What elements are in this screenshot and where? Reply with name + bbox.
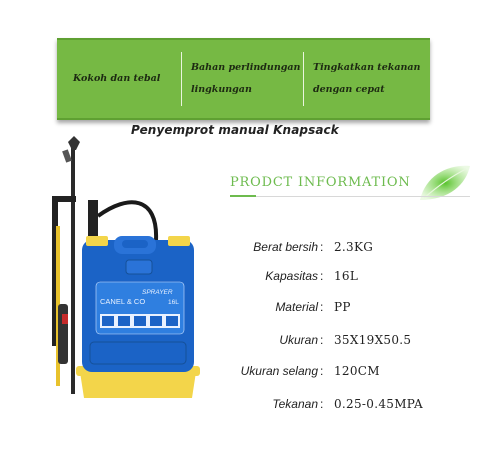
feature-item-2 xyxy=(191,40,303,118)
feature-item-1 xyxy=(73,40,183,118)
spec-separator: : xyxy=(320,397,324,411)
banner-divider xyxy=(181,52,182,106)
spec-value: 2.3KG xyxy=(334,240,374,254)
spec-value: 120CM xyxy=(334,364,380,378)
feature-label: Tingkatkan tekanan dengan cepat xyxy=(313,62,421,95)
spec-row-pressure xyxy=(200,395,460,415)
feature-label: Bahan perlindungan lingkungan xyxy=(191,62,301,95)
brand-label: CANEL & CO xyxy=(100,297,146,306)
spec-separator: : xyxy=(320,364,324,378)
spec-row-capacity xyxy=(200,267,460,287)
sprayer-image xyxy=(38,136,208,404)
spec-separator: : xyxy=(320,269,324,283)
spec-value: 0.25-0.45MPA xyxy=(334,397,424,411)
spec-value: PP xyxy=(334,300,351,314)
spec-value: 16L xyxy=(334,269,359,283)
product-caption: Penyemprot manual Knapsack xyxy=(131,123,339,137)
spec-separator: : xyxy=(320,300,324,314)
spec-separator: : xyxy=(320,240,324,254)
spec-label: Tekanan xyxy=(272,397,318,411)
spec-row-material xyxy=(200,298,460,318)
spec-label: Material xyxy=(275,300,318,314)
capacity-badge: 16L xyxy=(168,299,179,306)
title-underline-accent xyxy=(230,195,256,197)
feature-label: Kokoh dan tebal xyxy=(73,73,161,84)
spec-label: Berat bersih xyxy=(253,240,318,254)
feature-banner xyxy=(57,38,430,120)
model-label: SPRAYER xyxy=(142,289,173,296)
title-underline xyxy=(230,196,470,197)
spec-separator: : xyxy=(320,333,324,347)
spec-label: Ukuran selang xyxy=(240,364,318,378)
spec-row-hose-length xyxy=(200,362,460,382)
info-title: PRODCT INFORMATION xyxy=(230,175,411,190)
leaf-icon xyxy=(416,160,472,206)
spec-value: 35X19X50.5 xyxy=(334,333,412,347)
feature-item-3 xyxy=(313,40,425,118)
spec-label: Ukuran xyxy=(279,333,318,347)
banner-divider xyxy=(303,52,304,106)
spec-label: Kapasitas xyxy=(265,269,318,283)
spec-row-weight xyxy=(200,238,460,258)
spec-row-size xyxy=(200,331,460,351)
